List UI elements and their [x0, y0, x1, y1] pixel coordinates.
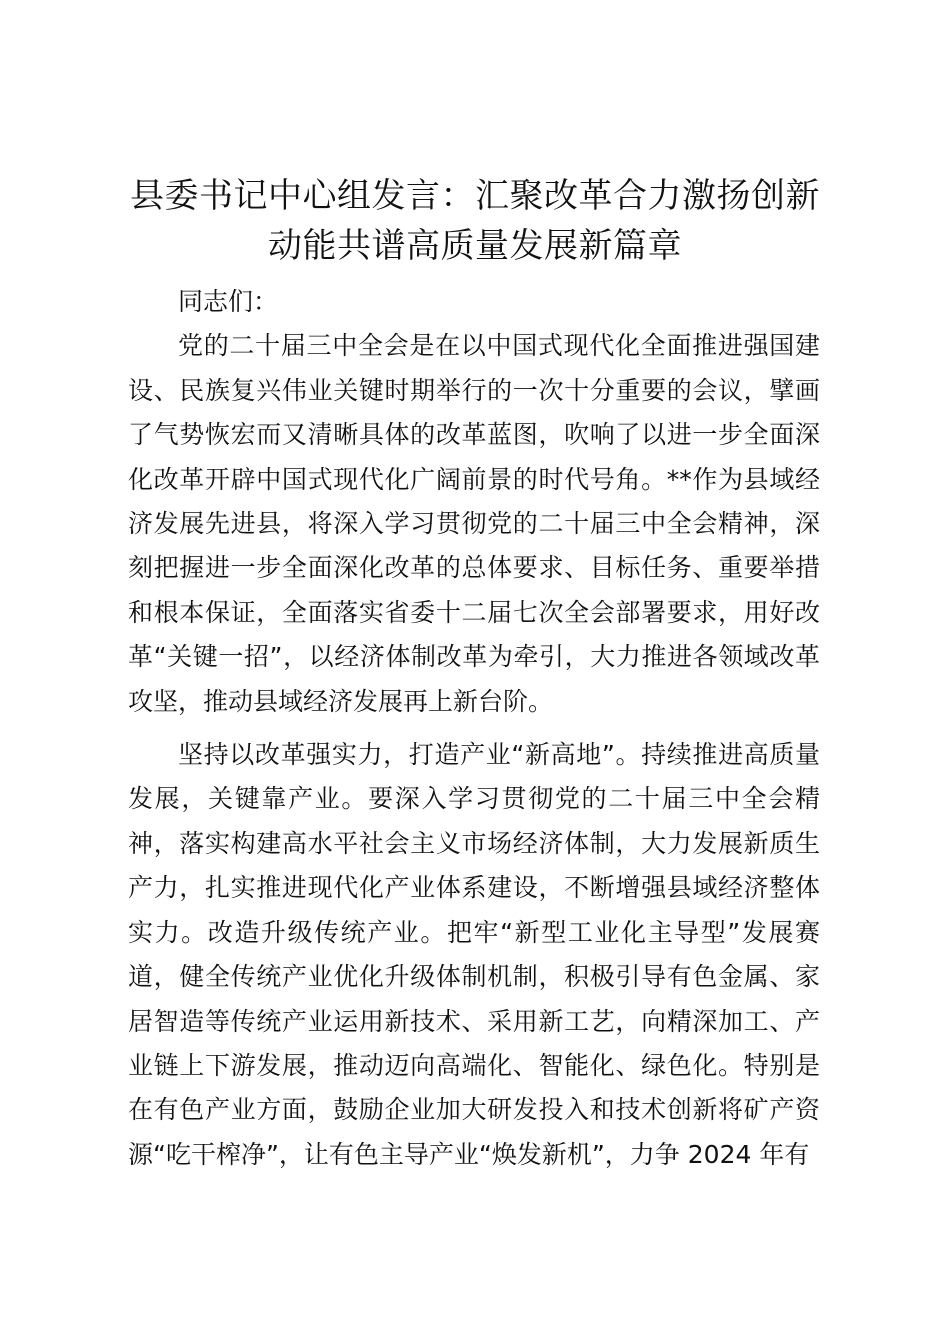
paragraph-1: 党的二十届三中全会是在以中国式现代化全面推进强国建设、民族复兴伟业关键时期举行的一次十分重要的会议，擘画了气势恢宏而又清晰具体的改革蓝图，吹响了以进一步全面深化改革开辟中国式现代化广阔前景的时代号角。**作为县域经济发展先进县，将深入学习贯彻党的二十届三中全会精神，深刻把握进一步全面深化改革的总体要求、目标任务、重要举措和根本保证，全面落实省委十二届七次全会部署要求，用好改革“关键一招”，以经济体制改革为牵引，大力推进各领域改革攻坚，推动县域经济发展再上新台阶。 — [128, 331, 820, 716]
document-title: 县委书记中心组发言：汇聚改革合力激扬创新动能共谱高质量发展新篇章 — [130, 176, 820, 266]
document-body — [128, 280, 820, 1177]
salutation: 同志们： — [178, 287, 279, 316]
paragraph-2: 坚持以改革强实力，打造产业“新高地”。持续推进高质量发展，关键靠产业。要深入学习贯彻党的二十届三中全会精神，落实构建高水平社会主义市场经济体制，大力发展新质生产力，扎实推进现代化产业体系建设，不断增强县域经济整体实力。改造升级传统产业。把牢“新型工业化主导型”发展赛道，健全传统产业优化升级体制机制，积极引导有色金属、家居智造等传统产业运用新技术、采用新工艺，向精深加工、产业链上下游发展，推动迈向高端化、智能化、绿色化。特别是在有色产业方面，鼓励企业加大研发投入和技术创新将矿产资源“吃干榨净”，让有色主导产业“焕发新机”，力争 2024 年有 — [128, 740, 820, 1169]
